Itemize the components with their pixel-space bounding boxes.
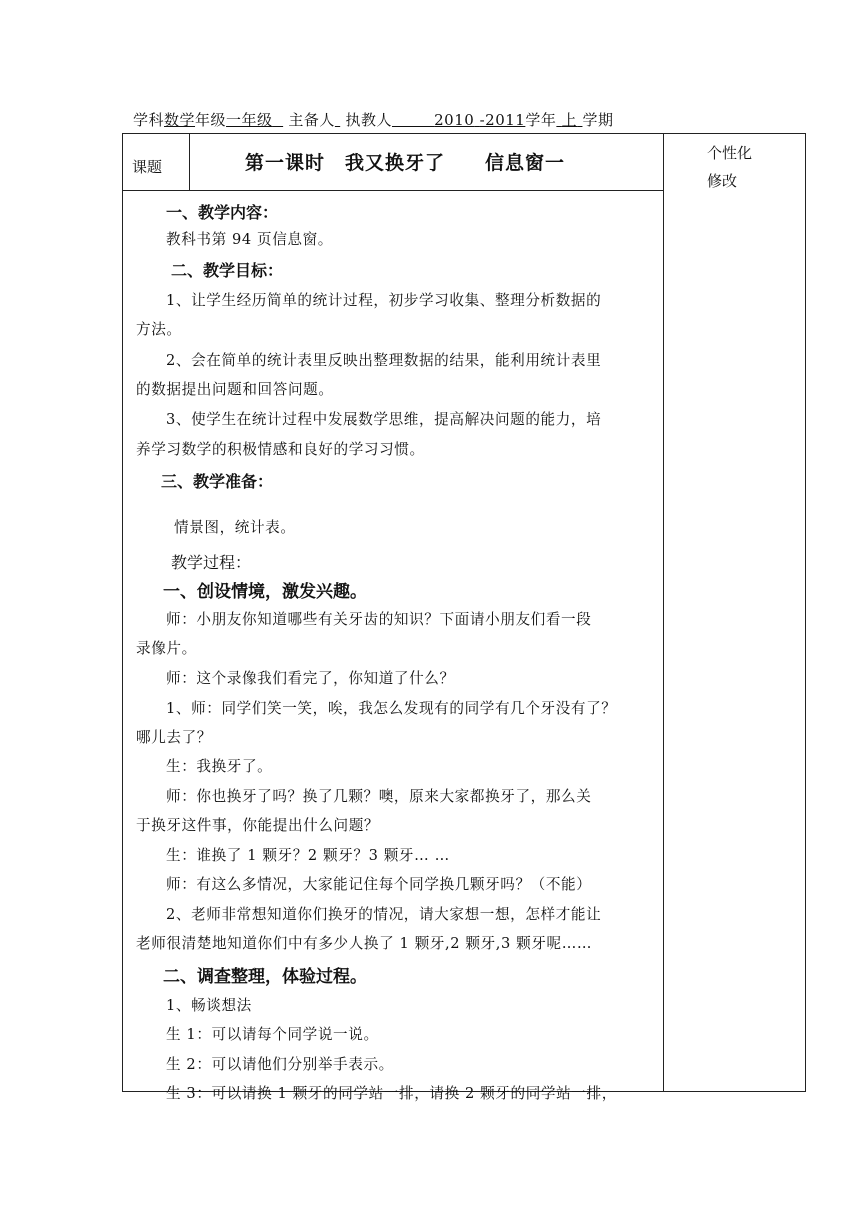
year-end: -2011 (479, 111, 526, 129)
section-heading: 一、教学内容： (166, 203, 279, 222)
lesson-title: 第一课时 我又换牙了 信息窗一 (245, 152, 566, 174)
paragraph-line: 师：有这么多情况，大家能记住每个同学换几颗牙吗？（不能） (166, 876, 592, 893)
paragraph-line: 生 1：可以请每个同学说一说。 (166, 1026, 379, 1043)
paragraph-line: 哪儿去了？ (136, 729, 212, 746)
notes-header-line2: 修改 (707, 172, 738, 190)
lesson-plan-table (122, 133, 806, 1102)
paragraph-line: 老师很清楚地知道你们中有多少人换了 1 颗牙,2 颗牙,3 颗牙呢…… (136, 935, 593, 952)
school-year-label: 学年 (525, 111, 557, 129)
paragraph-line: 2、会在简单的统计表里反映出整理数据的结果，能利用统计表里 (166, 352, 602, 369)
teacher-label: 执教人 (345, 111, 392, 129)
subject-label: 学科 (133, 111, 165, 129)
preparer-label: 主备人 (288, 111, 335, 129)
paragraph-line: 1、让学生经历简单的统计过程，初步学习收集、整理分析数据的 (166, 292, 602, 309)
paragraph-line: 生：我换牙了。 (166, 758, 273, 775)
section-heading: 二、教学目标： (171, 261, 284, 280)
subject-value: 数学 (164, 111, 196, 129)
year-start: 2010 (434, 111, 475, 129)
section-heading: 一、创设情境，激发兴趣。 (163, 582, 367, 602)
paragraph-line: 2、老师非常想知道你们换牙的情况，请大家想一想，怎样才能让 (166, 906, 602, 923)
grade-label: 年级 (195, 111, 227, 129)
term-label: 学期 (582, 111, 614, 129)
paragraph-line: 师：小朋友你知道哪些有关牙齿的知识？下面请小朋友们看一段 (166, 611, 592, 628)
paragraph-line: 师：你也换牙了吗？换了几颗？噢，原来大家都换牙了，那么关 (166, 788, 592, 805)
paragraph-line: 1、畅谈想法 (166, 997, 252, 1014)
paragraph-line: 生：谁换了 1 颗牙？2 颗牙？3 颗牙… … (166, 847, 450, 864)
paragraph-line: 3、使学生在统计过程中发展数学思维，提高解决问题的能力，培 (166, 411, 602, 428)
paragraph-line: 师：这个录像我们看完了，你知道了什么？ (166, 670, 455, 687)
topic-label: 课题 (132, 158, 163, 176)
grade-value: 一年级 (226, 111, 273, 129)
table-divider-header (123, 190, 663, 191)
paragraph-line: 于换牙这件事，你能提出什么问题？ (136, 817, 380, 834)
term-value: 上 (561, 111, 578, 129)
paragraph-line: 方法。 (136, 321, 182, 338)
paragraph-line: 情景图，统计表。 (174, 519, 296, 536)
paragraph-line: 的数据提出问题和回答问题。 (136, 381, 334, 398)
paragraph-line: 录像片。 (136, 640, 197, 657)
section-heading: 二、调查整理，体验过程。 (163, 967, 367, 987)
paragraph-line: 生 2：可以请他们分别举手表示。 (166, 1056, 394, 1073)
section-heading: 三、教学准备： (161, 472, 274, 491)
paragraph-line: 1、师：同学们笑一笑，唉，我怎么发现有的同学有几个牙没有了？ (166, 700, 617, 717)
paragraph-line: 养学习数学的积极情感和良好的学习习惯。 (136, 441, 425, 458)
section-heading: 教学过程： (171, 553, 252, 572)
notes-header-line1: 个性化 (707, 144, 753, 162)
paragraph-line: 生 3：可以请换 1 颗牙的同学站一排，请换 2 颗牙的同学站一排， (166, 1085, 617, 1102)
table-divider-notes (663, 134, 664, 1091)
document-header (133, 109, 613, 130)
paragraph-line: 教科书第 94 页信息窗。 (166, 231, 333, 248)
table-divider-label (189, 134, 190, 190)
notes-column-header (707, 139, 752, 195)
